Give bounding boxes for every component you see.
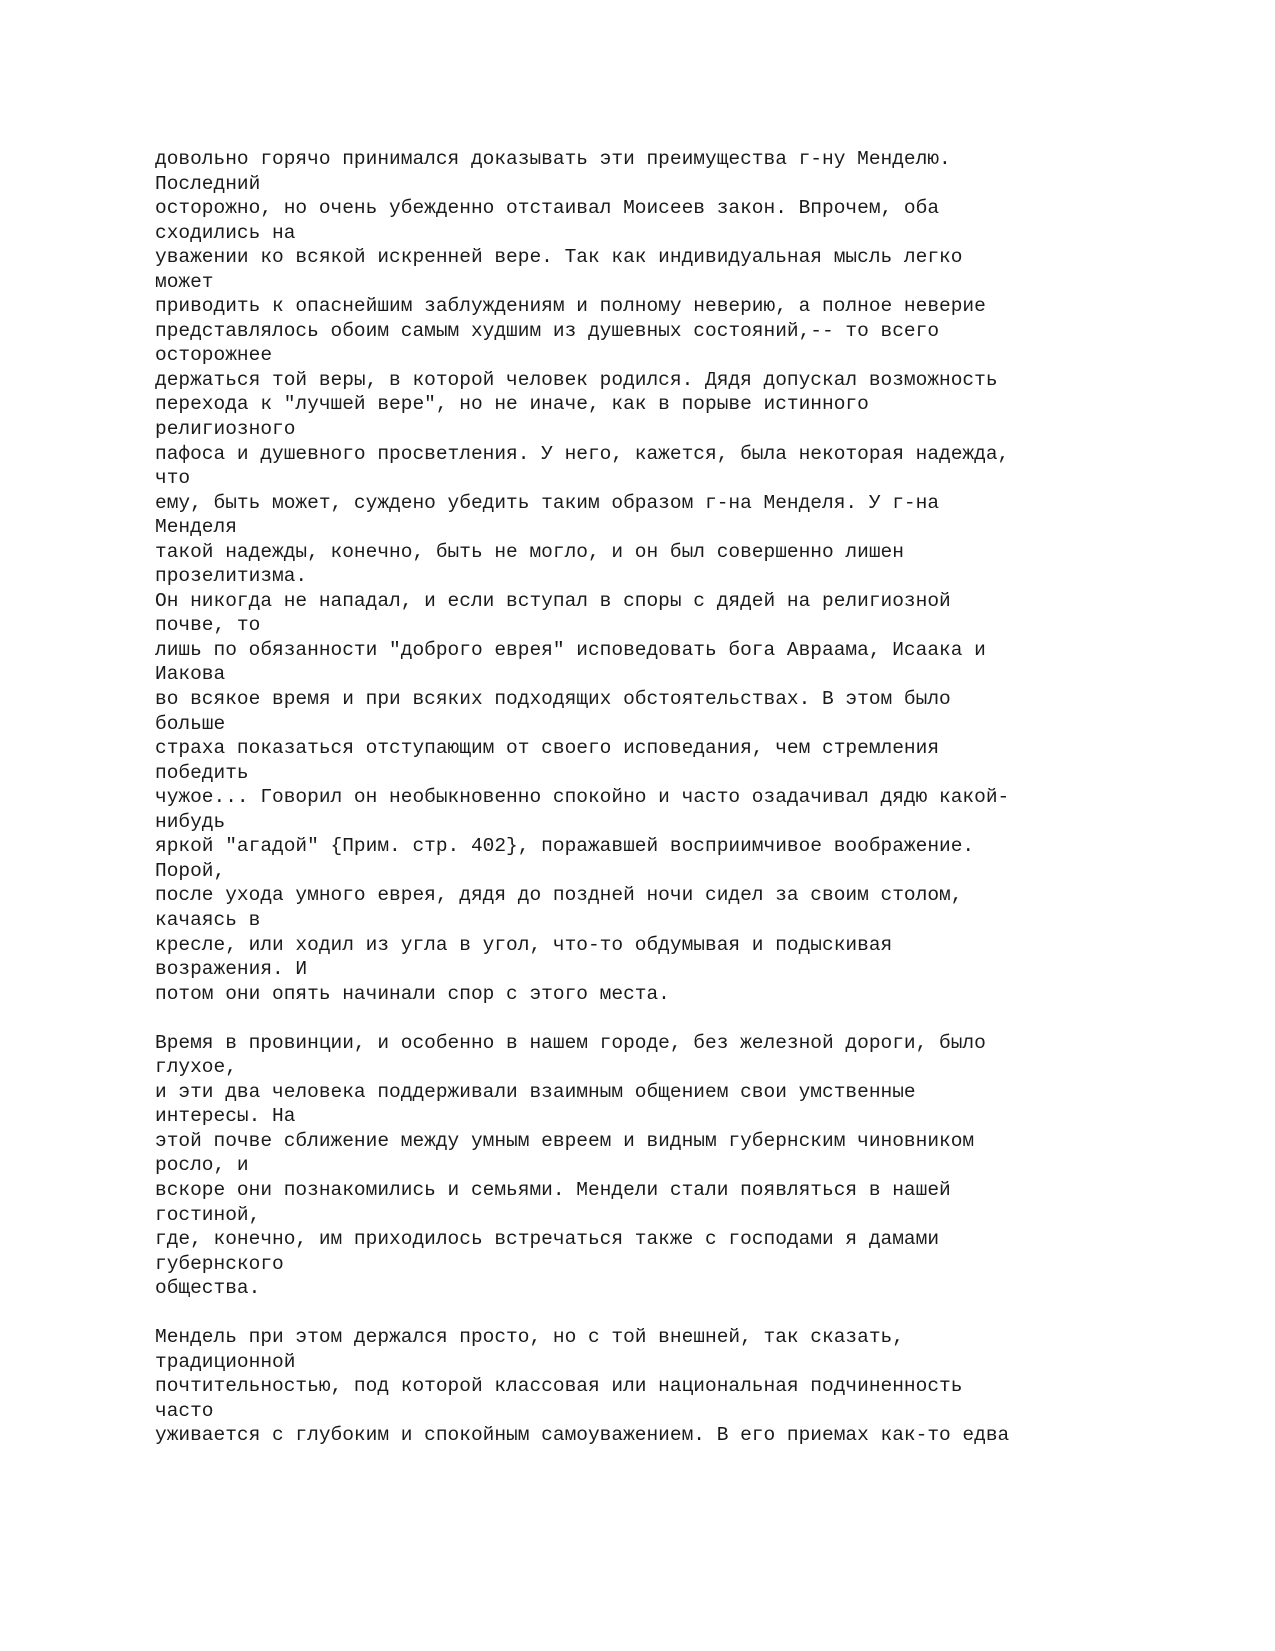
text-line: уживается с глубоким и спокойным самоуважением. В его приемах как-то едва [155, 1424, 1010, 1447]
text-line: потом они опять начинали спор с этого места. [155, 982, 670, 1005]
text-line: глухое, [155, 1056, 237, 1079]
text-line: общества. [155, 1277, 261, 1300]
text-line: Менделя [155, 516, 237, 539]
text-line: возражения. И [155, 958, 308, 981]
text-line: Последний [155, 172, 261, 195]
text-line: яркой "агадой" {Прим. стр. 402}, поражавшей восприимчивое воображение. [155, 835, 975, 858]
text-line: почтительностью, под которой классовая или национальная подчиненность [155, 1375, 963, 1398]
text-line: Порой, [155, 859, 226, 882]
text-line: нибудь [155, 810, 226, 833]
text-line: может [155, 270, 214, 293]
text-line: такой надежды, конечно, быть не могло, и он был совершенно лишен [155, 540, 904, 563]
text-line: что [155, 467, 191, 490]
text-line: уважении ко всякой искренней вере. Так как индивидуальная мысль легко [155, 246, 963, 269]
text-line: Иакова [155, 663, 226, 686]
text-line: осторожнее [155, 344, 273, 367]
body-text [155, 147, 1265, 1448]
text-line: больше [155, 712, 226, 735]
text-line: вскоре они познакомились и семьями. Мендели стали появляться в нашей [155, 1178, 951, 1201]
text-line: сходились на [155, 221, 296, 244]
text-line: часто [155, 1399, 214, 1422]
text-line: губернского [155, 1252, 284, 1275]
text-line: Он никогда не нападал, и если вступал в споры с дядей на религиозной [155, 589, 951, 612]
text-line [155, 1301, 1265, 1326]
text-line: страха показаться отступающим от своего исповедания, чем стремления [155, 737, 940, 760]
text-line: Мендель при этом держался просто, но с той внешней, так сказать, [155, 1326, 904, 1349]
text-line: прозелитизма. [155, 565, 308, 588]
text-line: чужое... Говорил он необыкновенно спокойно и часто озадачивал дядю какой- [155, 786, 1010, 809]
text-line: пафоса и душевного просветления. У него, кажется, была некоторая надежда, [155, 442, 1010, 465]
text-line: кресле, или ходил из угла в угол, что-то обдумывая и подыскивая [155, 933, 893, 956]
text-line: интересы. На [155, 1105, 296, 1128]
text-line: гостиной, [155, 1203, 261, 1226]
text-line: где, конечно, им приходилось встречаться также с господами я дамами [155, 1228, 940, 1251]
text-line: после ухода умного еврея, дядя до поздней ночи сидел за своим столом, [155, 884, 963, 907]
text-line: лишь по обязанности "доброго еврея" исповедовать бога Авраама, Исаака и [155, 638, 986, 661]
text-line: традиционной [155, 1350, 296, 1373]
text-line: во всякое время и при всяких подходящих обстоятельствах. В этом было [155, 688, 951, 711]
text-line: довольно горячо принимался доказывать эти преимущества г-ну Менделю. [155, 148, 951, 170]
text-line: и эти два человека поддерживали взаимным общением свои умственные [155, 1080, 916, 1103]
text-line: почве, то [155, 614, 261, 637]
text-line: держаться той веры, в которой человек родился. Дядя допускал возможность [155, 368, 998, 391]
text-line [155, 1006, 1265, 1031]
text-line: приводить к опаснейшим заблуждениям и полному неверию, а полное неверие [155, 295, 986, 318]
text-line: осторожно, но очень убежденно отстаивал Моисеев закон. Впрочем, оба [155, 197, 940, 220]
text-line: представлялось обоим самым худшим из душевных состояний,-- то всего [155, 319, 940, 342]
text-line: ему, быть может, суждено убедить таким образом г-на Менделя. У г-на [155, 491, 940, 514]
text-line: этой почве сближение между умным евреем и видным губернским чиновником [155, 1129, 975, 1152]
text-line: Время в провинции, и особенно в нашем городе, без железной дороги, было [155, 1031, 986, 1054]
text-line: качаясь в [155, 908, 261, 931]
text-line: победить [155, 761, 249, 784]
text-line: росло, и [155, 1154, 249, 1177]
text-line: религиозного [155, 418, 296, 441]
text-line: перехода к "лучшей вере", но не иначе, как в порыве истинного [155, 393, 869, 416]
